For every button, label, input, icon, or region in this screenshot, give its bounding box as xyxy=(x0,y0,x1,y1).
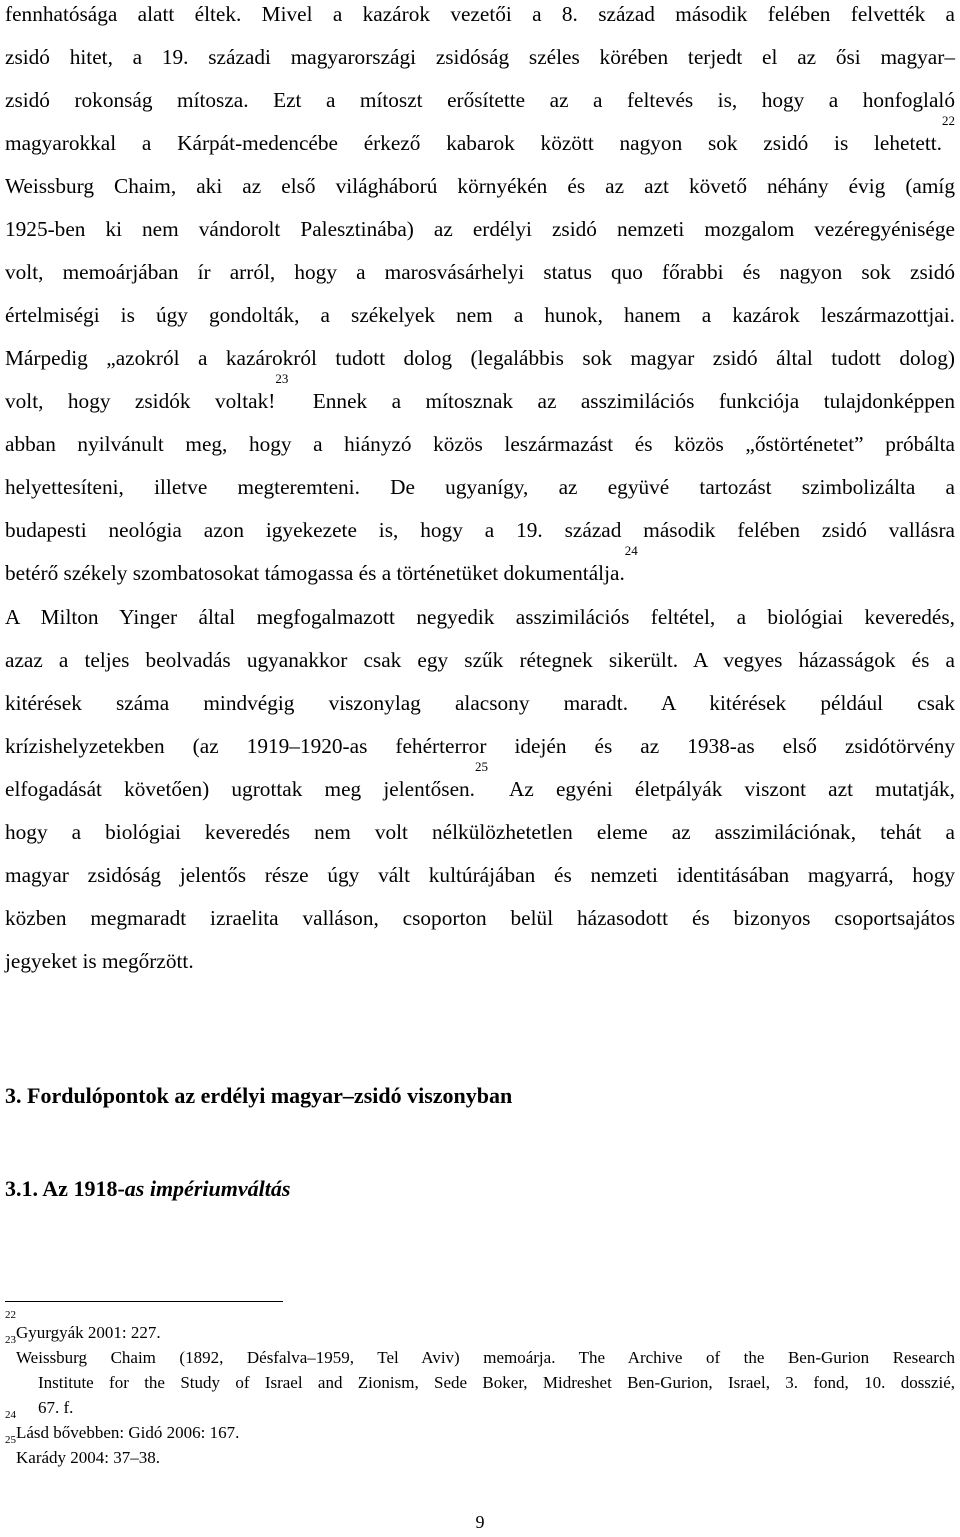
body-line: abban nyilvánult meg, hogy a hiányzó közös leszármazást és közös „őstörténetet” próbálta xyxy=(5,432,955,456)
body-line: betérő székely szombatosokat támogassa és a történetüket dokumentálja.$^{24}$ xyxy=(5,543,638,585)
body-line: elfogadását követően) ugrottak meg jelentősen.$^{25}$ Az egyéni életpályák viszont azt mutatják, xyxy=(5,759,955,801)
body-line: közben megmaradt izraelita valláson, csoporton belül házasodott és bizonyos csoportsajátos xyxy=(5,906,955,930)
body-line: Márpedig „azokról a kazárokról tudott dolog (legalábbis sok magyar zsidó által tudott dolog) xyxy=(5,346,955,370)
footnote-24: $^{24}$Lásd bővebben: Gidó 2006: 167. xyxy=(5,1409,240,1442)
body-line: volt, memoárjában ír arról, hogy a marosvásárhelyi status quo főrabbi és nagyon sok zsidó xyxy=(5,260,955,284)
body-line: Weissburg Chaim, aki az első világháború környékén és az azt követő néhány évig (amíg xyxy=(5,174,955,198)
body-line: volt, hogy zsidók voltak!$^{23}$ Ennek a mítosznak az asszimilációs funkciója tulajdonképpen xyxy=(5,371,956,413)
page-number: 9 xyxy=(475,1512,485,1532)
footnote-ref-23[interactable]: 23 xyxy=(275,371,289,386)
footnote-23-cont: Institute for the Study of Israel and Zionism, Sede Boker, Midreshet Ben-Gurion, Israel, 3. fond, 10. dosszié, xyxy=(38,1373,955,1392)
body-line: helyettesíteni, illetve megteremteni. De ugyanígy, az együvé tartozást szimbolizálta a xyxy=(5,475,955,499)
body-line: hogy a biológiai keveredés nem volt nélkülözhetetlen eleme az asszimilációnak, tehát a xyxy=(5,820,955,844)
body-line: kitérések száma mindvégig viszonylag alacsony maradt. A kitérések például csak xyxy=(5,691,955,715)
body-line: zsidó rokonság mítosza. Ezt a mítoszt erősítette az a feltevés is, hogy a honfoglaló xyxy=(5,88,955,112)
section-heading: 3. Fordulópontok az erdélyi magyar–zsidó viszonyban xyxy=(5,1083,513,1108)
footnote-22: $^{22}$Gyurgyák 2001: 227. xyxy=(5,1309,161,1342)
footnote-23-cont: 67. f. xyxy=(38,1398,74,1417)
body-line: budapesti neológia azon igyekezete is, hogy a 19. század második felében zsidó vallásra xyxy=(5,518,955,542)
body-line: magyarokkal a Kárpát-medencébe érkező kabarok között nagyon sok zsidó is lehetett.$^{22}$ xyxy=(5,113,955,155)
footnote-separator xyxy=(5,1301,283,1302)
footnote-ref-25[interactable]: 25 xyxy=(475,759,489,774)
body-line: fennhatósága alatt éltek. Mivel a kazárok vezetői a 8. század második felében felvették a xyxy=(5,2,955,26)
body-line: jegyeket is megőrzött. xyxy=(5,949,194,973)
footnote-ref-22[interactable]: 22 xyxy=(942,113,955,128)
body-line: magyar zsidóság jelentős része úgy vált kultúrájában és nemzeti identitásában magyarrá, hogy xyxy=(5,863,955,887)
body-line: értelmiségi is úgy gondolták, a székelyek nem a hunok, hanem a kazárok leszármazottjai. xyxy=(5,303,955,327)
footnote-23: $^{23}$Weissburg Chaim (1892, Désfalva–1959, Tel Aviv) memoárja. The Archive of the Ben-Gurion Research xyxy=(5,1334,955,1367)
subsection-heading: 3.1. Az 1918-as impériumváltás xyxy=(5,1176,291,1201)
body-line: krízishelyzetekben (az 1919–1920-as fehérterror idején és az 1938-as első zsidótörvény xyxy=(5,734,955,758)
body-line: azaz a teljes beolvadás ugyanakkor csak egy szűk rétegnek sikerült. A vegyes házasságok és a xyxy=(5,648,955,672)
body-line: zsidó hitet, a 19. századi magyarországi zsidóság széles körében terjedt el az ősi magyar– xyxy=(5,45,955,69)
body-line: A Milton Yinger által megfogalmazott negyedik asszimilációs feltétel, a biológiai keveredés, xyxy=(5,605,955,629)
body-line: 1925-ben ki nem vándorolt Palesztinába) az erdélyi zsidó nemzeti mozgalom vezéregyénisége xyxy=(5,217,955,241)
footnote-25: $^{25}$Karády 2004: 37–38. xyxy=(5,1434,161,1467)
footnote-ref-24[interactable]: 24 xyxy=(624,543,638,558)
